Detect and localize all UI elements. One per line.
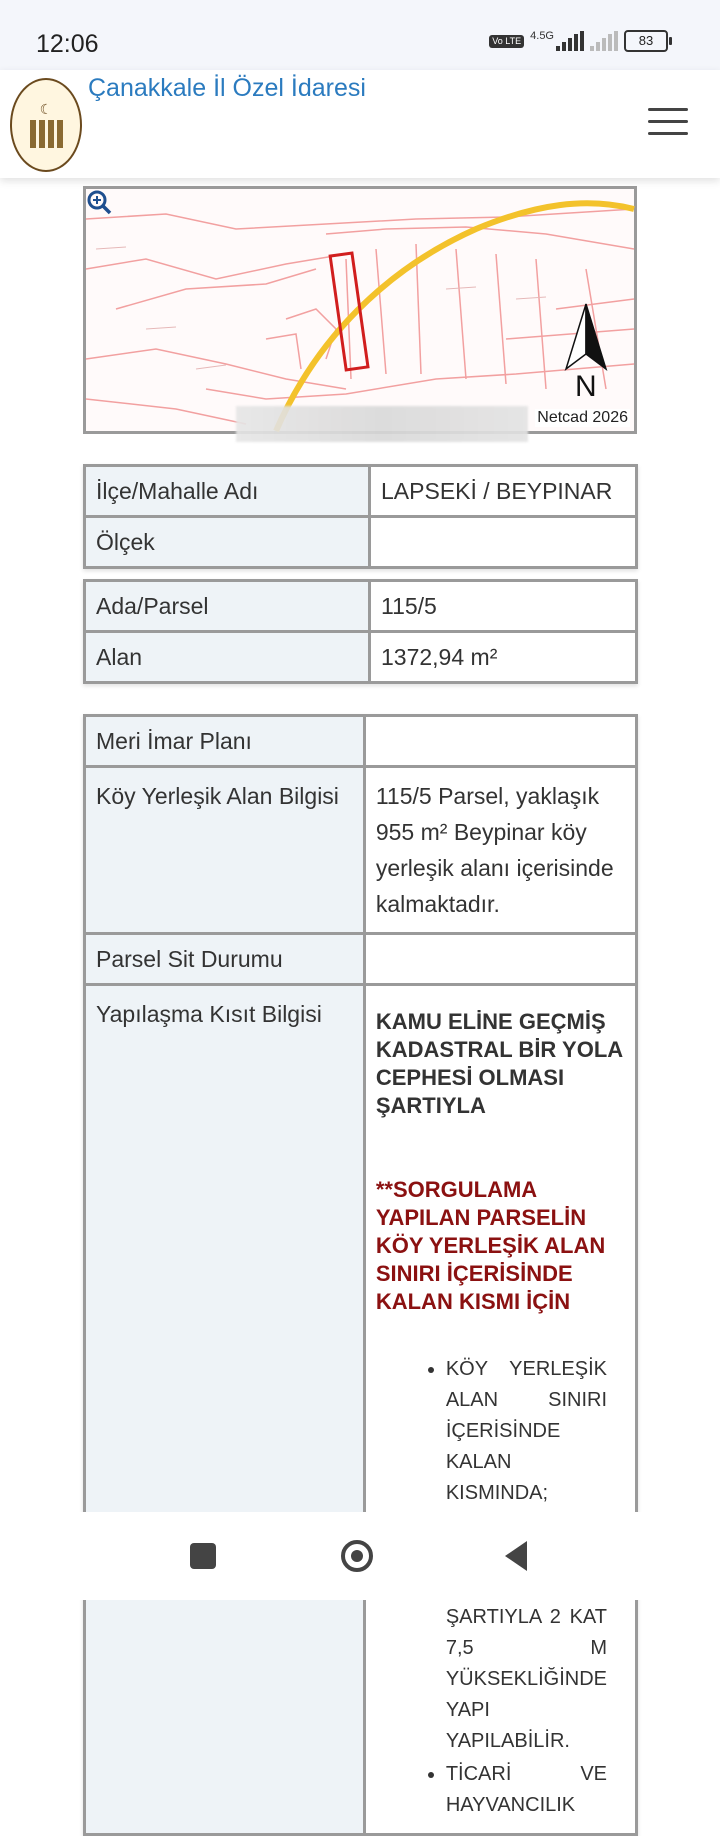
- system-nav-bar: [0, 1512, 720, 1600]
- table-row: [85, 466, 637, 517]
- table-row: [85, 716, 637, 767]
- table-row: [85, 985, 637, 1835]
- back-triangle-icon[interactable]: [505, 1541, 527, 1571]
- row-label: Köy Yerleşik Alan Bilgisi: [85, 767, 365, 934]
- restriction-content: [364, 985, 636, 1835]
- site-header: [0, 70, 720, 178]
- crescent-star-icon: ☾: [39, 101, 53, 117]
- restriction-condition: KAMU ELİNE GEÇMİŞ KADASTRAL BİR YOLA CEPHESİ OLMASI ŞARTIYLA: [375, 1009, 623, 1118]
- row-value: 1372,94 m²: [370, 632, 637, 683]
- cadastral-map-drawing: [86, 189, 634, 431]
- parcel-map[interactable]: [83, 186, 637, 434]
- site-title[interactable]: Çanakkale İl Özel İdaresi: [88, 74, 366, 102]
- restriction-warning: **SORGULAMA YAPILAN PARSELİN KÖY YERLEŞİK ALAN SINIRI İÇERİSİNDE KALAN KISMI İÇİN: [375, 1177, 606, 1314]
- network-type-label: 4.5G: [530, 30, 554, 42]
- columns-icon: [30, 120, 63, 148]
- zoning-table-viewport[interactable]: [83, 714, 638, 1816]
- volte-icon: Vo LTE: [489, 35, 524, 48]
- table-row: [85, 767, 637, 934]
- recents-square-icon[interactable]: [190, 1543, 216, 1569]
- redacted-overlay: [236, 406, 528, 442]
- row-value: [364, 934, 636, 985]
- table-row: [85, 632, 637, 683]
- row-label: Ölçek: [85, 517, 370, 568]
- list-item: • KÖY YERLEŞİK ALAN SINIRI İÇERİSİNDE KALAN KISMINDA; ŞARTIYLA 2 KAT 7,5 M YÜKSEKLİĞİNDE YAPI YAPILABİLİR.: [446, 1354, 607, 1757]
- signal-strength-icon: [556, 31, 584, 51]
- row-label: Parsel Sit Durumu: [85, 934, 365, 985]
- home-circle-icon[interactable]: [341, 1540, 373, 1572]
- row-label: Yapılaşma Kısıt Bilgisi: [85, 985, 365, 1835]
- table-row: [85, 581, 637, 632]
- list-item: • TİCARİ VE HAYVANCILIK: [446, 1759, 607, 1821]
- table-row: [85, 517, 637, 568]
- row-label: İlçe/Mahalle Adı: [85, 466, 370, 517]
- status-bar: [0, 0, 720, 70]
- row-value: LAPSEKİ / BEYPINAR: [370, 466, 637, 517]
- row-label: Ada/Parsel: [85, 581, 370, 632]
- parcel-table: [83, 579, 638, 684]
- row-label: Alan: [85, 632, 370, 683]
- map-credit: Netcad 2026: [537, 409, 628, 426]
- row-value: [364, 716, 636, 767]
- status-time: 12:06: [36, 30, 99, 58]
- row-value: 115/5: [370, 581, 637, 632]
- canakkale-logo-icon[interactable]: [10, 78, 82, 172]
- north-label: N: [575, 370, 597, 403]
- status-icons: [489, 30, 668, 52]
- row-value: [370, 517, 637, 568]
- zoom-in-icon[interactable]: [86, 189, 112, 215]
- battery-icon: 83: [624, 30, 668, 52]
- signal-strength-secondary-icon: [590, 31, 618, 51]
- hamburger-menu-icon[interactable]: [648, 108, 688, 134]
- zoning-table: [83, 714, 638, 1836]
- table-row: [85, 934, 637, 985]
- location-table: [83, 464, 638, 569]
- row-value: 115/5 Parsel, yaklaşık 955 m² Beypinar köy yerleşik alanı içerisinde kalmaktadır.: [364, 767, 636, 934]
- row-label: Meri İmar Planı: [85, 716, 365, 767]
